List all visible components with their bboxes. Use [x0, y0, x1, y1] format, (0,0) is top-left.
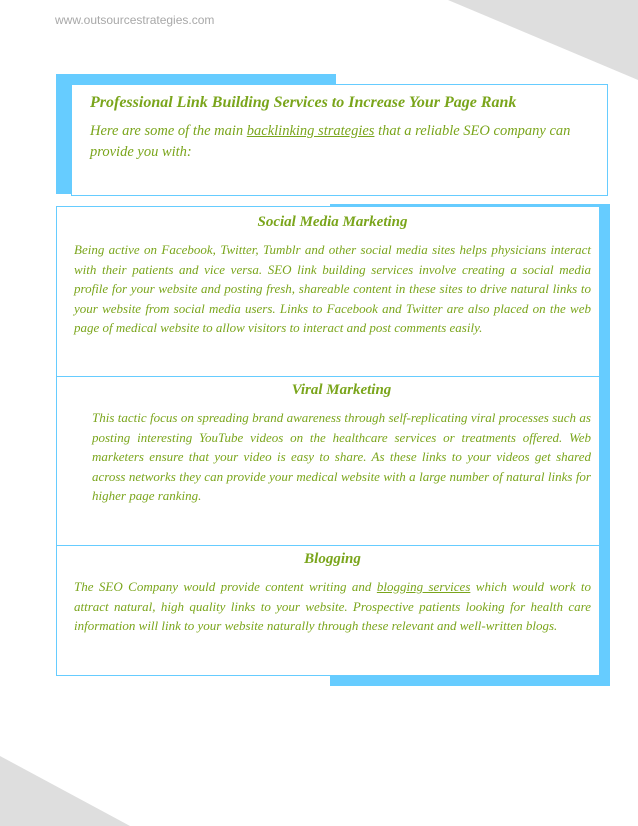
section-body-end: which would work to attract natural, high quality links to your website. Prospective patients looking for health care information will link to your website naturally through these relevant and well-written blogs. [74, 579, 592, 633]
section-viral-marketing [57, 380, 599, 506]
section-heading: Viral Marketing [291, 382, 392, 398]
title-box [71, 84, 608, 196]
intro-text-start: Here are some of the main [90, 123, 247, 139]
intro-text [90, 121, 589, 163]
section-divider [57, 376, 599, 377]
section-divider [57, 545, 599, 546]
page-title: Professional Link Building Services to Increase Your Page Rank [90, 94, 517, 111]
blogging-services-link[interactable]: blogging services [376, 579, 471, 594]
section-social-media [57, 212, 599, 338]
corner-decoration-bottom-left [0, 756, 130, 826]
section-body: Being active on Facebook, Twitter, Tumblr and other social media sites helps physicians interact with their patients and vice versa. SEO link building services involve creating a social media profile for your website and posting fresh, shareable content in these sites to drive natural links to your website from social media users. Links to Facebook and Twitter are also placed on the web page of medical website to allow visitors to interact and post comments easily. [74, 242, 591, 335]
content-box [56, 206, 600, 676]
section-body [74, 577, 591, 636]
corner-decoration-top-right [448, 0, 638, 80]
section-blogging [57, 549, 599, 636]
backlinking-strategies-link[interactable]: backlinking strategies [246, 123, 375, 139]
section-body: This tactic focus on spreading brand awareness through self-replicating viral processes such as posting interesting YouTube videos on the healthcare services or treatments offered. Web marketers ensure that your video is easy to share. As these links to your videos get shared across networks they can provide your medical website with a large number of natural links for higher page ranking. [92, 410, 591, 503]
intro-text-end: that a reliable SEO company can provide you with: [90, 123, 571, 160]
header-url[interactable]: www.outsourcestrategies.com [55, 13, 215, 27]
section-heading: Blogging [304, 551, 361, 567]
section-heading: Social Media Marketing [257, 214, 408, 230]
section-body-start: The SEO Company would provide content writing and [74, 579, 377, 594]
